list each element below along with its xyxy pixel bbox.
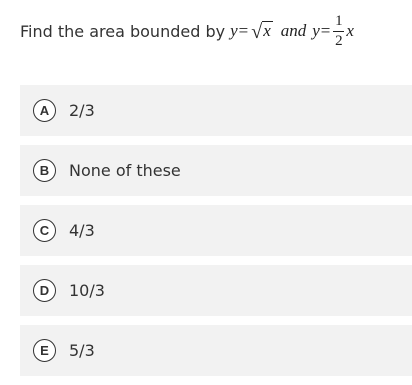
option-letter-badge: E — [33, 339, 56, 362]
option-letter-badge: A — [33, 99, 56, 122]
conjunction: and — [280, 21, 307, 40]
option-text: 5/3 — [69, 341, 95, 360]
question-equation — [230, 14, 354, 49]
radicand: x — [263, 21, 271, 41]
answer-options — [20, 85, 412, 385]
option-d[interactable] — [20, 265, 412, 316]
option-c[interactable] — [20, 205, 412, 256]
option-e[interactable] — [20, 325, 412, 376]
option-text: 4/3 — [69, 221, 95, 240]
question-text: Find the area bounded by — [20, 21, 226, 41]
fraction-numerator: 1 — [335, 12, 343, 29]
question-prompt — [20, 0, 412, 62]
eq1-equals: = — [238, 21, 249, 40]
eq2-variable: x — [346, 21, 354, 40]
option-letter-badge: C — [33, 219, 56, 242]
option-text: None of these — [69, 161, 181, 180]
option-b[interactable] — [20, 145, 412, 196]
fraction-denominator: 2 — [335, 32, 343, 49]
option-letter-badge: B — [33, 159, 56, 182]
option-text: 2/3 — [69, 101, 95, 120]
eq2-equals: = — [320, 21, 331, 40]
square-root — [251, 21, 273, 41]
eq2-lhs: y — [312, 21, 320, 40]
radical-icon: √ — [251, 21, 263, 43]
fraction — [333, 14, 344, 49]
option-a[interactable] — [20, 85, 412, 136]
option-text: 10/3 — [69, 281, 105, 300]
eq1-lhs: y — [230, 21, 238, 40]
option-letter-badge: D — [33, 279, 56, 302]
